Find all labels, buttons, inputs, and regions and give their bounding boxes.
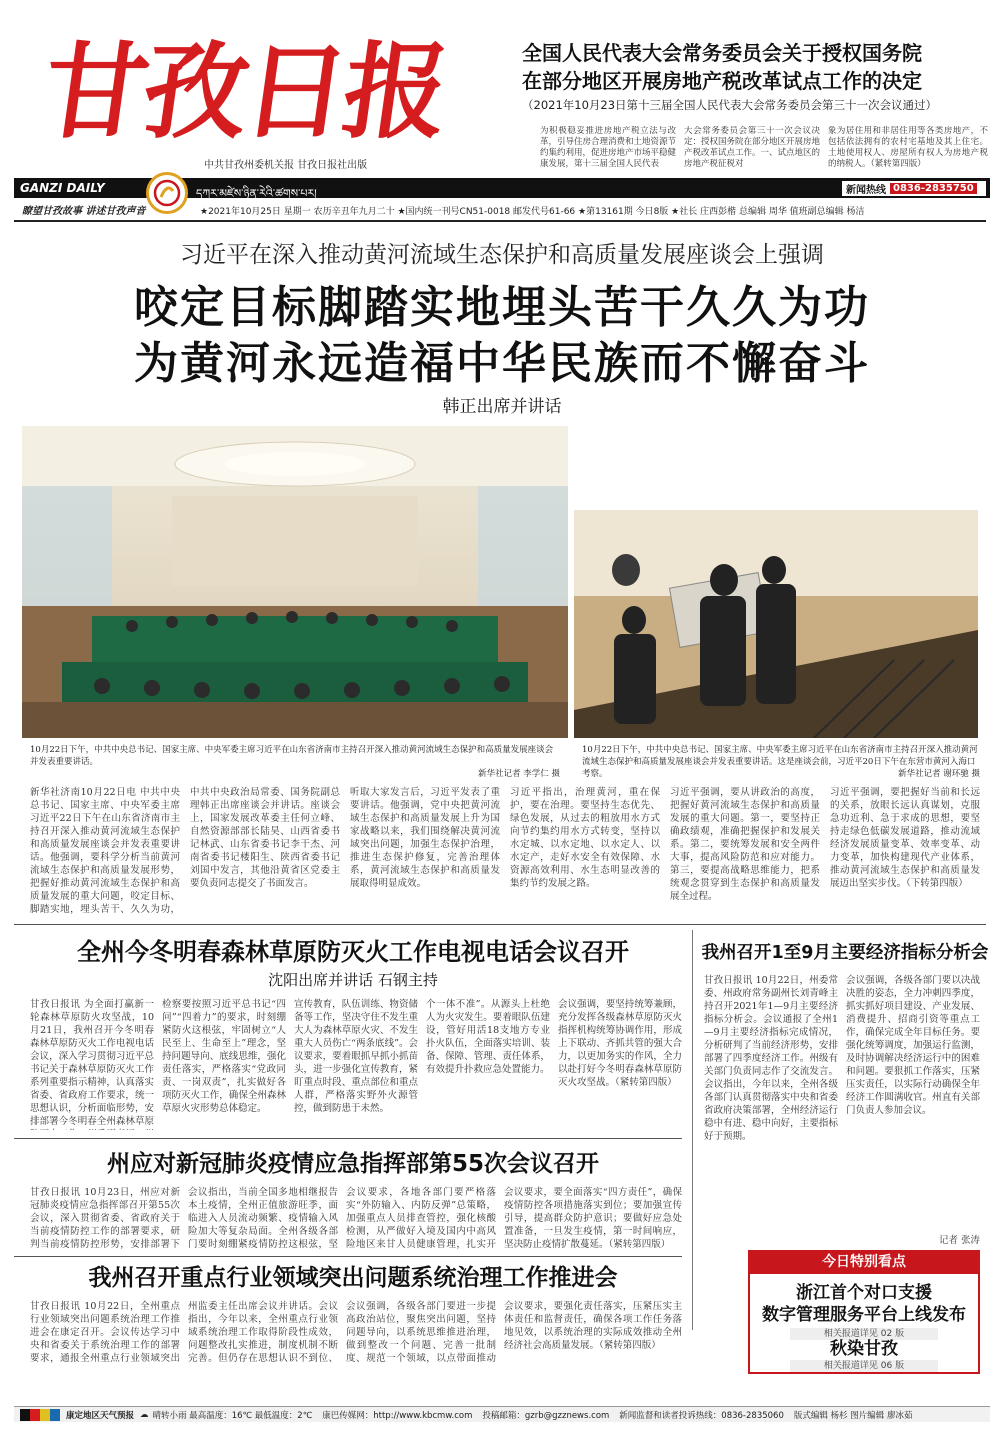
meeting-photo-image <box>22 426 568 738</box>
tibetan-name: དཀར་མཛེས་ཉིན་རེའི་ཚགས་པར། <box>196 187 317 200</box>
story2-headline: 全州今冬明春森林草原防灭火工作电视电话会议召开 <box>77 938 629 966</box>
top-news-subtitle: （2021年10月23日第十三届全国人民代表大会常务委员会第三十一次会议通过） <box>522 98 938 112</box>
lead-headline-2: 为黄河永远造福中华民族而不懈奋斗 <box>134 338 870 389</box>
photo-meeting-credit: 新华社记者 李学仁 摄 <box>478 769 560 779</box>
divider <box>14 1256 682 1257</box>
masthead-slogan: 瞭望甘孜故事 讲述甘孜声音 <box>22 206 146 217</box>
divider <box>14 1138 682 1139</box>
story4-headline: 州应对新冠肺炎疫情应急指挥部第55次会议召开 <box>106 1151 599 1177</box>
lead-kicker: 习近平在深入推动黄河流域生态保护和高质量发展座谈会上强调 <box>180 242 824 268</box>
story2-col-3: 宣传教育，队伍训练、物资储备等工作，坚决守住不发生重大人为森林草原火灾、不发生重大人员伤亡“两条底线”。会议要求，要着眼抓早抓小抓苗头，进一步强化宣传教育，紧盯重点时段、重点部位和重点人群，严格落实野外火源管控，做到防患于未然。 <box>294 999 418 1114</box>
story3-headline: 我州召开1至9月主要经济指标分析会 <box>701 943 989 963</box>
story2-col-5: 会议强调，要坚持统筹兼顾，充分发挥各级森林草原防灭火指挥机构统筹协调作用，形成上下联动、齐抓共管的强大合力，以更加务实的作风，全力以赴打好今冬明春森林草原防灭火攻坚战。（紧转第四版） <box>558 999 682 1088</box>
photo-riverside <box>574 510 978 738</box>
riverside-photo-image <box>574 510 978 738</box>
lead-col-3: 听取大家发言后，习近平发表了重要讲话。他强调，党中央把黄河流域生态保护和高质量发展上升为国家战略以来，我们围绕解决黄河流域突出问题，加强生态保护治理，推进生态保护修复，完善治理体系，黄河流域生态保护和高质量发展取得明显成效。 <box>350 787 500 889</box>
promo-title: 今日特别看点 <box>748 1250 980 1274</box>
story2-col-2: 检察要按照习近平总书记“四问”“四着力”的要求，时刻绷紧防火这根弦，牢固树立“人民至上、生命至上”理念，坚持问题导向、底线思维，强化责任落实，严格落实“党政同责、一岗双责”，扎实做好各项防灭火工作，确保全州森林草原火灾形势总体稳定。 <box>162 999 286 1114</box>
top-news-title-2: 在部分地区开展房地产税改革试点工作的决定 <box>522 69 922 93</box>
lead-col-1: 新华社济南10月22日电 中共中央总书记、国家主席、中央军委主席习近平22日下午在山东省济南市主持召开深入推动黄河流域生态保护和高质量发展座谈会并发表重要讲话。他强调，要科学分析当前黄河流域生态保护和高质量发展形势，把握好推动黄河流域生态保护和高质量发展的重大问题，咬定目标、脚踏实地，埋头苦干、久久为功， <box>30 787 180 915</box>
lead-col-5: 习近平强调，要从讲政治的高度，把握好黄河流域生态保护和高质量发展的重大问题。第一，要坚持正确政绩观，准确把握保护和发展关系。第二，要统筹发展和安全两件大事，提高风险防范和应对能力。第三，要提高战略思维能力，把系统观念贯穿到生态保护和高质量发展全过程。 <box>670 787 820 902</box>
hotline-box <box>842 181 986 196</box>
story5-col-4: 会议要求，要强化责任落实，压紧压实主体责任和监督责任，确保各项工作任务落地见效，以系统治理的实际成效推动全州经济社会高质量发展。（紧转第四版） <box>504 1301 682 1351</box>
divider <box>14 924 986 925</box>
lead-col-4: 习近平指出，治理黄河，重在保护，要在治理。要坚持生态优先、绿色发展，从过去的粗放用水方式向节约集约用水方式转变，坚持以水定城、以水定地、以水定人、以水定产，走好水安全有效保障、水资源高效利用、水生态明显改善的集约节约发展之路。 <box>510 787 660 889</box>
photo-meeting <box>22 426 568 738</box>
hotline-label: 新闻热线 <box>846 185 886 196</box>
promo-item2-ref: 相关报道详见 06 版 <box>790 1360 938 1372</box>
lead-headline-1: 咬定目标脚踏实地埋头苦干久久为功 <box>134 282 870 333</box>
weather-label: 康定地区天气预报 <box>66 1410 135 1421</box>
story2-col-1: 甘孜日报讯 为全面打赢新一轮森林草原防火攻坚战，10月21日，我州召开今冬明春森林草原防灭火工作电视电话会议，深入学习贯彻习近平总书记关于森林草原防灭火工作系列重要指示精神，认真落实省委、省政府工作要求，统一思想认识，分析面临形势，安排部署今冬明春全州森林草原 <box>30 999 154 1127</box>
lead-subhead: 韩正出席并讲话 <box>442 397 562 417</box>
lead-col-2: 中共中央政治局常委、国务院副总理韩正出席座谈会并讲话。座谈会上，国家发展改革委主任何立峰、自然资源部部长陆昊、山西省委书记林武、山东省委书记李干杰、河南省委书记楼阳生、陕西省委书记刘国中发言，其他沿黄省区党委主要负责同志提交了书面发言。 <box>190 787 340 889</box>
top-news-col-2: 大会常务委员会第三十一次会议决定：授权国务院在部分地区开展房地产税改革试点工作。一、试点地区的房地产税征税对 <box>684 126 820 169</box>
print-credits: 版式编辑 杨杉 图片编辑 廖冰茹 <box>793 1410 913 1421</box>
photo-riverside-caption: 10月22日下午，中共中央总书记、国家主席、中央军委主席习近平在山东省济南市主持召开深入推动黄河流域生态保护和高质量发展座谈会并发表重要讲话。这是座谈会前，习近平20日下午在东营市黄河入海口考察。 <box>582 745 978 779</box>
promo-item1-ref: 相关报道详见 02 版 <box>790 1328 938 1340</box>
top-news-col-3: 象为居住用和非居住用等各类房地产，不包括依法拥有的农村宅基地及其上住宅。土地使用权人、房屋所有权人为房地产税的纳税人。（紧转第四版） <box>828 126 988 169</box>
masthead <box>14 18 510 171</box>
weather-text: 晴转小雨 最高温度：16℃ 最低温度：2℃ <box>152 1410 313 1421</box>
color-strip <box>20 1409 60 1421</box>
hotline-number: 0836-2835750 <box>890 183 977 194</box>
promo-item1-line1[interactable]: 浙江首个对口支援 <box>796 1283 932 1303</box>
story5-headline: 我州召开重点行业领域突出问题系统治理工作推进会 <box>88 1265 618 1291</box>
photo-riverside-credit: 新华社记者 谢环驰 摄 <box>898 769 980 779</box>
promo-item2[interactable]: 秋染甘孜 <box>830 1339 898 1359</box>
website-link[interactable]: 康巴传媒网：http://www.kbcmw.com <box>322 1410 473 1421</box>
story5-col-1: 甘孜日报讯 10月22日，全州重点行业领域突出问题系统治理工作推进会在康定召开。会议传达学习中央和省委关于系统治理工作的部署要求，通报全州重点行业领域突出 <box>30 1301 180 1364</box>
complaint-hotline: 新闻监督和读者投诉热线：0836-2835060 <box>619 1410 784 1421</box>
story2-subhead: 沈阳出席并讲话 石钢主持 <box>268 971 438 989</box>
story4-col-4: 会议要求，要全面落实“四方责任”，确保疫情防控各项措施落实到位；要加强宣传引导，提高群众防护意识；要做好应急处置准备，一旦发生疫情，第一时间响应，坚决防止疫情扩散蔓延。（紧转第四版） <box>504 1187 682 1250</box>
story3-byline: 记者 张涛 <box>938 1235 980 1246</box>
english-name: GANZI DAILY <box>20 181 105 195</box>
story4-col-1: 甘孜日报讯 10月23日，州应对新冠肺炎疫情应急指挥部召开第55次会议，深入贯彻省委、省政府关于当前疫情防控工作的部署要求，研判当前疫情防控形势，安排部署下 <box>30 1187 180 1250</box>
top-news-col-1: 为积极稳妥推进房地产税立法与改革，引导住房合理消费和土地资源节约集约利用，促进房地产市场平稳健康发展，第十三届全国人民代表 <box>540 126 676 169</box>
emblem-icon <box>153 179 181 207</box>
divider <box>14 220 986 222</box>
promo-box[interactable] <box>748 1250 980 1374</box>
footer-bar <box>14 1406 990 1422</box>
column-separator <box>692 930 693 1330</box>
story4-col-3: 会议要求，各地各部门要严格落实“外防输入、内防反弹”总策略，加强重点人员排查管控，强化核酸检测，从严做好入境及国内中高风险地区来甘人员健康管理，扎实开 <box>346 1187 496 1250</box>
email-link[interactable]: 投稿邮箱：gzrb@gzznews.com <box>482 1410 610 1421</box>
anniversary-emblem <box>146 172 188 214</box>
photo-meeting-caption: 10月22日下午，中共中央总书记、国家主席、中央军委主席习近平在山东省济南市主持召开深入推动黄河流域生态保护和高质量发展座谈会并发表重要讲话。 <box>30 745 554 767</box>
weather-icon: ☁ <box>140 1409 149 1420</box>
masthead-logo: 甘孜日报 <box>35 30 453 153</box>
story5-col-2: 州监委主任出席会议并讲话。会议指出，今年以来，全州重点行业领域系统治理工作取得阶段性成效，问题整改扎实推进，制度机制不断完善。但仍存在思想认识不到位、 <box>188 1301 338 1364</box>
story5-col-3: 会议强调，各级各部门要进一步提高政治站位，聚焦突出问题，坚持问题导向，以系统思维推进治理，做到整改一个问题、完善一批制度、规范一个领域，以点带面推动 <box>346 1301 496 1364</box>
promo-item1-line2[interactable]: 数字管理服务平台上线发布 <box>762 1305 966 1325</box>
masthead-org: 中共甘孜州委机关报 甘孜日报社出版 <box>204 160 368 171</box>
lead-col-6: 习近平强调，要把握好当前和长远的关系，放眼长远认真谋划，克服急功近利、急于求成的思想，要坚持走绿色低碳发展道路，推动流域经济发展质量变革、效率变革、动力变革，加快构建现代产业体系，推动黄河流域生态保护和高质量发展迈出坚实步伐。（下转第四版） <box>830 787 980 889</box>
story3-col-2: 会议强调，各级各部门要以决战决胜的姿态，全力冲刺四季度，抓实抓好项目建设、产业发展、消费提升、招商引资等重点工作，确保完成全年目标任务。要强化统筹调度，加强运行监测，及时协调解决经济运行中的困难和问题。要狠抓工作落实，压紧压实责任，以实际行动确保全年经济工作圆满收官。州直有关部门负责人参加会议。 <box>846 975 980 1116</box>
story4-col-2: 会议指出，当前全国多地相继报告本土疫情，全州正值旅游旺季，面临进入人员流动频繁、疫情输入风险加大等复杂局面。全州各级各部门要时刻绷紧疫情防控这根弦，坚 <box>188 1187 338 1250</box>
story3-col-1: 甘孜日报讯 10月22日，州委常委、州政府常务副州长刘青峰主持召开2021年1—9月主要经济指标分析会。会议通报了全州1—9月主要经济指标完成情况，分析研判了当前经济形势，安排部署了四季度经济工作。州级有关部门负责同志作了交流发言。会议指出，今年以来，全州各级各部门认真贯彻落实中央和省委省政府决策部署，全州经济运行稳中有进、稳中向好，主要指标好于预期。 <box>704 975 838 1142</box>
issue-info: ★2021年10月25日 星期一 农历辛丑年九月二十 ★国内统一刊号CN51-0018 邮发代号61-66 ★第13161期 今日8版 ★社长 庄西彭楷 总编辑 周华 值班副总编辑 杨洁 <box>200 207 865 217</box>
top-news-title-1: 全国人民代表大会常务委员会关于授权国务院 <box>522 41 922 65</box>
story2-col-4: 个一体不准”。从源头上杜绝人为火灾发生。要着眼队伍建设，管好用活18支地方专业扑火队伍，全面落实培训、装备、保障、管理、责任体系，有效提升扑救应急处置能力。 <box>426 999 550 1075</box>
